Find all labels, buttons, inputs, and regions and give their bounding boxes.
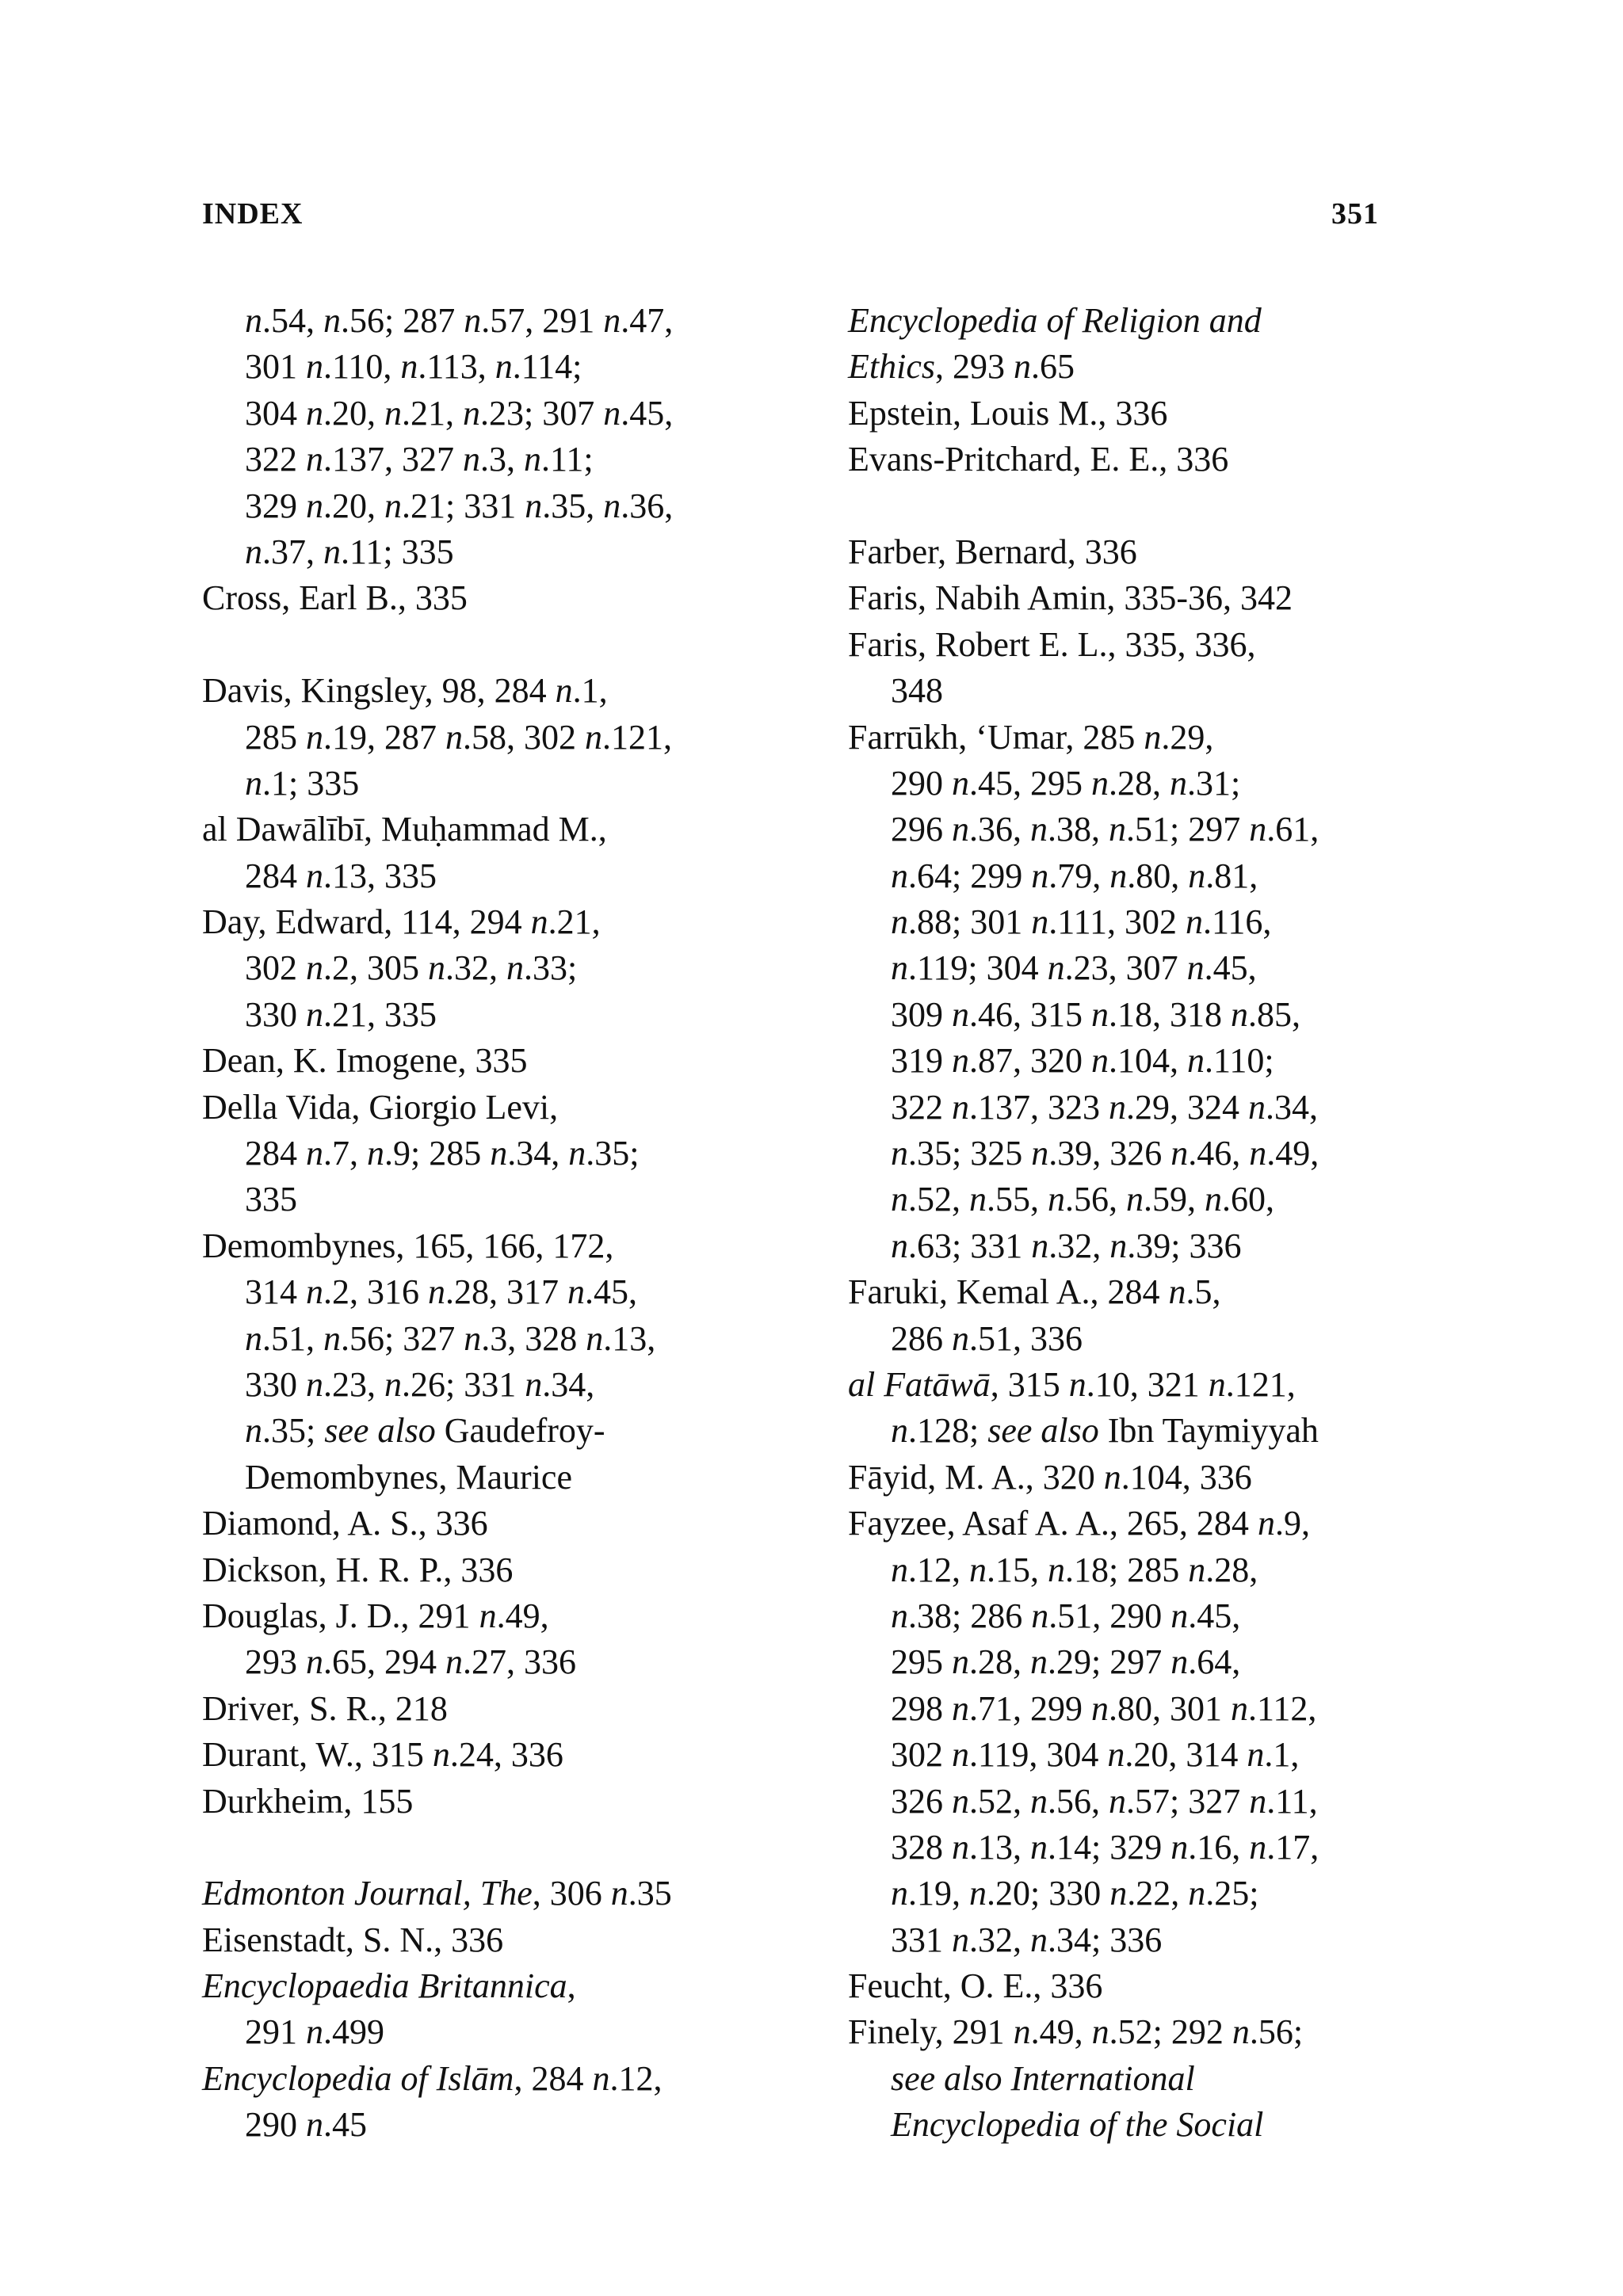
index-entry: Faris, Nabih Amin, 335-36, 342 (848, 578, 1293, 618)
index-entry: Fayzee, Asaf A. A., 265, 284 n.9, (848, 1504, 1310, 1543)
index-entry-continuation: n.38; 286 n.51, 290 n.45, (891, 1596, 1241, 1635)
index-entry-continuation: Encyclopedia of the Social (891, 2105, 1264, 2145)
index-entry-continuation: n.128; see also Ibn Taymiyyah (891, 1411, 1319, 1451)
index-entry: Edmonton Journal, The, 306 n.35 (202, 1874, 672, 1913)
index-entry-continuation: n.54, n.56; 287 n.57, 291 n.47, (245, 301, 674, 340)
index-entry-continuation: 309 n.46, 315 n.18, 318 n.85, (891, 994, 1300, 1034)
index-entry-continuation: 304 n.20, n.21, n.23; 307 n.45, (245, 393, 674, 433)
index-entry-continuation: 331 n.32, n.34; 336 (891, 1920, 1163, 1959)
index-entry: Faruki, Kemal A., 284 n.5, (848, 1272, 1221, 1312)
index-entry: Farrūkh, ‘Umar, 285 n.29, (848, 717, 1214, 757)
index-entry-continuation: 328 n.13, n.14; 329 n.16, n.17, (891, 1827, 1319, 1867)
index-entry-continuation: n.35; see also Gaudefroy- (245, 1411, 605, 1451)
index-entry-continuation: n.51, n.56; 327 n.3, 328 n.13, (245, 1318, 656, 1358)
index-entry-continuation: 330 n.21, 335 (245, 994, 437, 1034)
index-entry-continuation: n.88; 301 n.111, 302 n.116, (891, 902, 1272, 942)
index-column-right (848, 298, 1419, 2149)
index-entry-continuation: n.1; 335 (245, 763, 360, 803)
index-entry-continuation: 290 n.45 (245, 2105, 367, 2145)
index-entry: Epstein, Louis M., 336 (848, 393, 1168, 433)
index-entry-continuation: n.35; 325 n.39, 326 n.46, n.49, (891, 1134, 1319, 1173)
index-entry-continuation: 348 (891, 671, 943, 711)
index-entry: Evans-Pritchard, E. E., 336 (848, 440, 1229, 479)
index-entry: Farber, Bernard, 336 (848, 532, 1137, 571)
index-entry-continuation: 298 n.71, 299 n.80, 301 n.112, (891, 1688, 1317, 1728)
index-entry: Dickson, H. R. P., 336 (202, 1550, 514, 1589)
index-entry-continuation: 290 n.45, 295 n.28, n.31; (891, 763, 1241, 803)
index-entry-continuation: n.119; 304 n.23, 307 n.45, (891, 948, 1257, 988)
index-entry-continuation: 319 n.87, 320 n.104, n.110; (891, 1041, 1274, 1081)
page-number: 351 (1331, 197, 1379, 231)
index-entry-continuation: 322 n.137, 327 n.3, n.11; (245, 440, 594, 479)
index-entry: al Fatāwā, 315 n.10, 321 n.121, (848, 1364, 1296, 1404)
index-entry-continuation: 314 n.2, 316 n.28, 317 n.45, (245, 1272, 637, 1312)
page-header-title: INDEX (202, 197, 304, 231)
index-entry: Ethics, 293 n.65 (848, 347, 1075, 387)
index-entry: Cross, Earl B., 335 (202, 578, 468, 618)
index-entry-continuation: n.64; 299 n.79, n.80, n.81, (891, 856, 1258, 895)
letter-group-gap (202, 622, 804, 668)
index-entry-continuation: Demombynes, Maurice (245, 1457, 572, 1497)
index-entry: Fāyid, M. A., 320 n.104, 336 (848, 1457, 1252, 1497)
index-entry-continuation: 293 n.65, 294 n.27, 336 (245, 1642, 576, 1682)
index-entry: Eisenstadt, S. N., 336 (202, 1920, 504, 1959)
index-entry: Encyclopaedia Britannica, (202, 1966, 576, 2006)
letter-group-gap (202, 1825, 804, 1871)
index-entry-continuation: 286 n.51, 336 (891, 1318, 1083, 1358)
index-entry-continuation: 302 n.2, 305 n.32, n.33; (245, 948, 578, 988)
running-head (202, 196, 1379, 231)
index-entry-continuation: 296 n.36, n.38, n.51; 297 n.61, (891, 810, 1319, 849)
index-entry-continuation: 284 n.13, 335 (245, 856, 437, 895)
index-entry: Demombynes, 165, 166, 172, (202, 1226, 614, 1265)
index-entry: Della Vida, Giorgio Levi, (202, 1087, 559, 1127)
index-entry: Davis, Kingsley, 98, 284 n.1, (202, 671, 608, 711)
index-entry-continuation: 285 n.19, 287 n.58, 302 n.121, (245, 717, 672, 757)
index-entry-continuation: 284 n.7, n.9; 285 n.34, n.35; (245, 1134, 640, 1173)
index-entry-continuation: 326 n.52, n.56, n.57; 327 n.11, (891, 1781, 1318, 1821)
index-entry: Dean, K. Imogene, 335 (202, 1041, 528, 1081)
index-entry: Durant, W., 315 n.24, 336 (202, 1735, 563, 1775)
index-entry: Finely, 291 n.49, n.52; 292 n.56; (848, 2012, 1304, 2052)
index-entry: al Dawālībī, Muḥammad M., (202, 810, 607, 849)
index-entry: Driver, S. R., 218 (202, 1688, 448, 1728)
index-entry-continuation: 329 n.20, n.21; 331 n.35, n.36, (245, 486, 674, 525)
index-entry-continuation: 291 n.499 (245, 2012, 384, 2052)
index-entry-continuation: n.12, n.15, n.18; 285 n.28, (891, 1550, 1258, 1589)
index-entry-continuation: 295 n.28, n.29; 297 n.64, (891, 1642, 1241, 1682)
index-entry: Durkheim, 155 (202, 1781, 414, 1821)
index-entry: Diamond, A. S., 336 (202, 1504, 488, 1543)
index-entry-continuation: 301 n.110, n.113, n.114; (245, 347, 582, 387)
index-column-left (202, 298, 804, 2149)
index-entry-continuation: n.52, n.55, n.56, n.59, n.60, (891, 1180, 1274, 1219)
index-entry-continuation: 302 n.119, 304 n.20, 314 n.1, (891, 1735, 1300, 1775)
index-entry-continuation: n.19, n.20; 330 n.22, n.25; (891, 1874, 1259, 1913)
index-entry-continuation: n.63; 331 n.32, n.39; 336 (891, 1226, 1242, 1265)
index-entry: Douglas, J. D., 291 n.49, (202, 1596, 549, 1635)
index-entry: Feucht, O. E., 336 (848, 1966, 1103, 2006)
index-entry: Day, Edward, 114, 294 n.21, (202, 902, 601, 942)
index-entry-continuation: n.37, n.11; 335 (245, 532, 454, 571)
index-entry: Faris, Robert E. L., 335, 336, (848, 624, 1256, 664)
index-entry-continuation: 335 (245, 1180, 297, 1219)
index-entry-continuation: 330 n.23, n.26; 331 n.34, (245, 1364, 595, 1404)
letter-group-gap (848, 483, 1419, 529)
index-entry: Encyclopedia of Religion and (848, 301, 1262, 340)
index-entry-continuation: see also International (891, 2058, 1195, 2098)
index-entry: Encyclopedia of Islām, 284 n.12, (202, 2058, 663, 2098)
index-entry-continuation: 322 n.137, 323 n.29, 324 n.34, (891, 1087, 1318, 1127)
